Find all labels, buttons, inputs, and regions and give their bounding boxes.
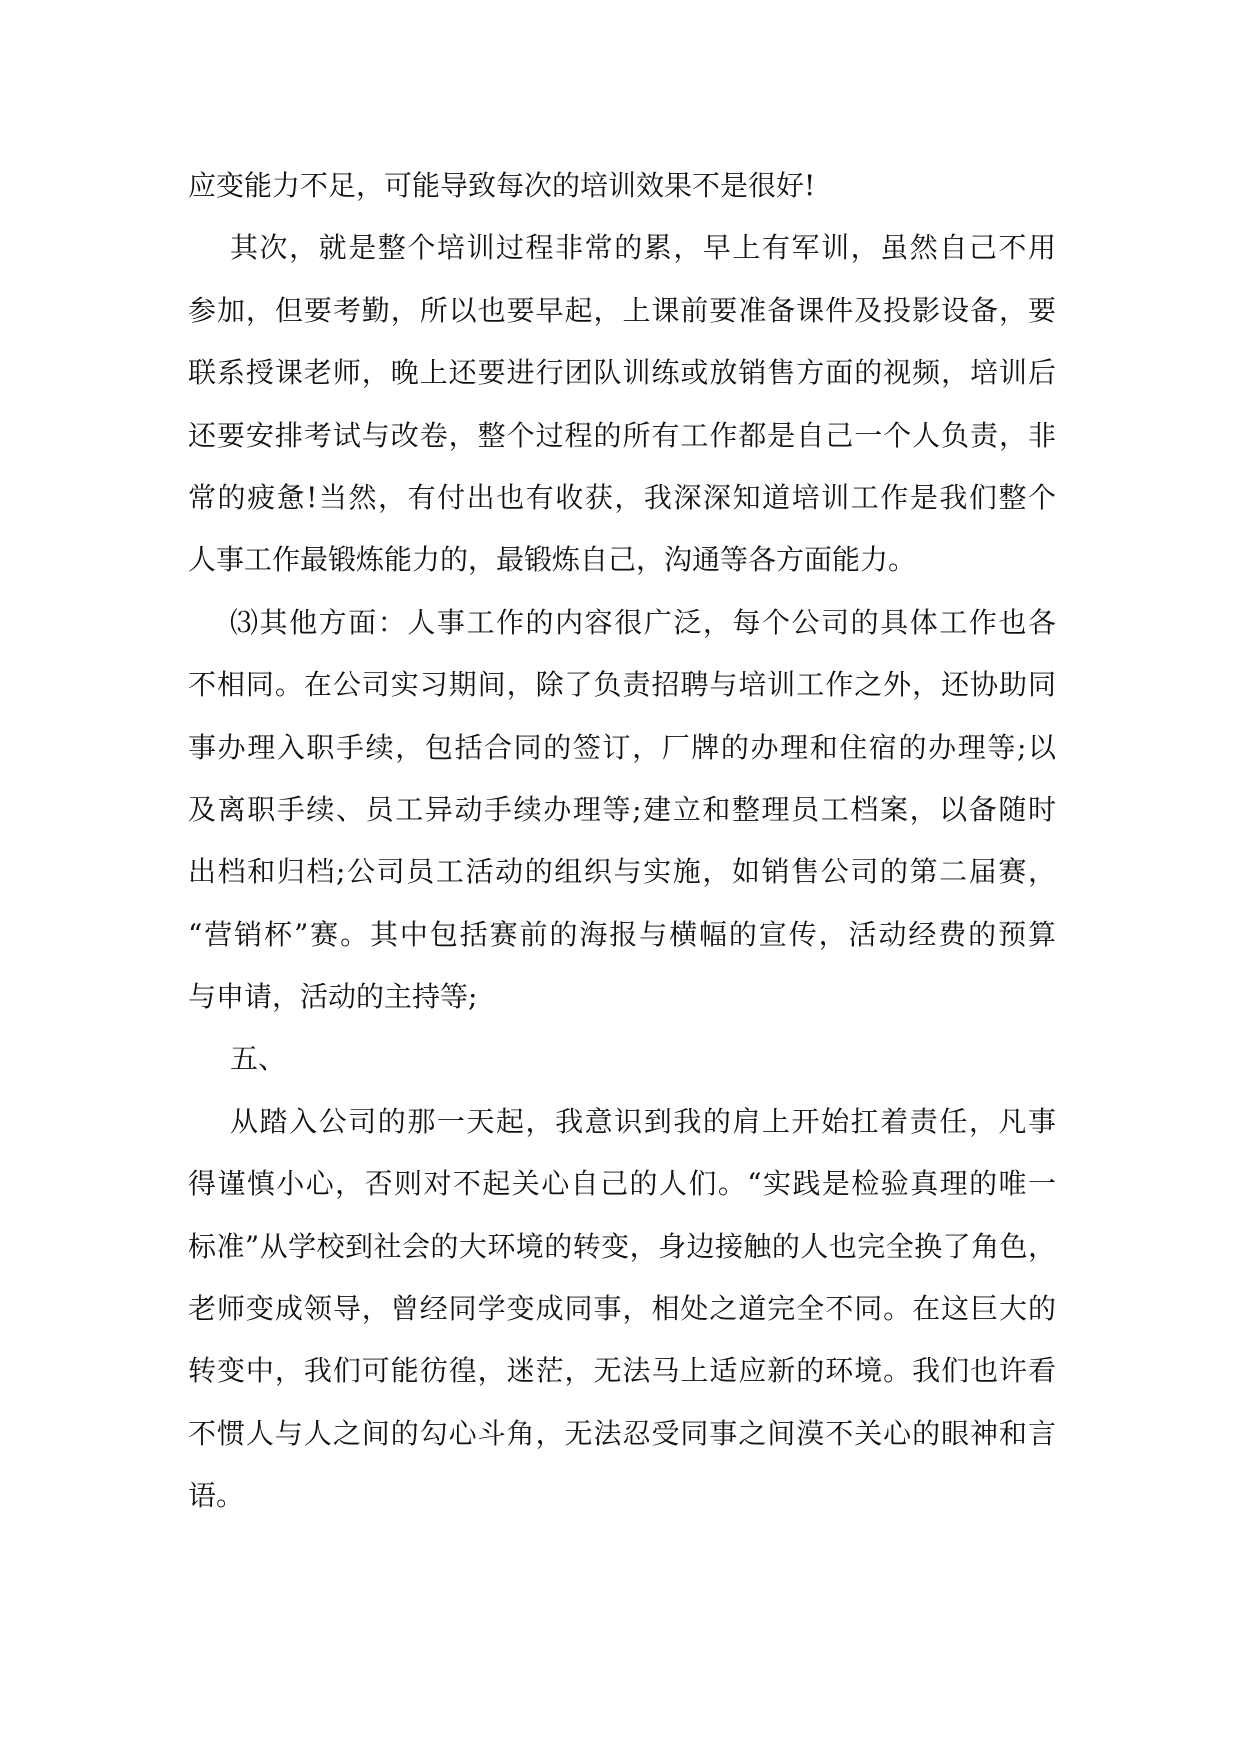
text-line: 参加，但要考勤，所以也要早起，上课前要准备课件及投影设备，要	[188, 293, 1056, 327]
text-line: 还要安排考试与改卷，整个过程的所有工作都是自己一个人负责，非	[188, 418, 1056, 452]
text-line: 常的疲惫!当然，有付出也有收获，我深深知道培训工作是我们整个	[188, 480, 1056, 514]
text-line: 出档和归档;公司员工活动的组织与实施，如销售公司的第二届赛，	[188, 855, 1056, 889]
text-line: 不惯人与人之间的勾心斗角，无法忍受同事之间漠不关心的眼神和言	[188, 1416, 1056, 1450]
text-line: 及离职手续、员工异动手续办理等;建立和整理员工档案，以备随时	[188, 792, 1056, 826]
text-line: 应变能力不足，可能导致每次的培训效果不是很好!	[188, 169, 816, 202]
text-line: 标准”从学校到社会的大环境的转变，身边接触的人也完全换了角色，	[188, 1229, 1056, 1263]
document-body	[188, 155, 1056, 1528]
text-line: 事办理入职手续，包括合同的签订，厂牌的办理和住宿的办理等;以	[188, 730, 1056, 764]
paragraph-first-line: ⑶其他方面：人事工作的内容很广泛，每个公司的具体工作也各	[230, 605, 1056, 639]
paragraph-first-line: 其次，就是整个培训过程非常的累，早上有军训，虽然自己不用	[230, 231, 1056, 265]
text-line: 与申请，活动的主持等;	[188, 980, 478, 1014]
text-line: 不相同。在公司实习期间，除了负责招聘与培训工作之外，还协助同	[188, 668, 1056, 702]
text-line: 联系授课老师，晚上还要进行团队训练或放销售方面的视频，培训后	[188, 356, 1056, 390]
text-line: 老师变成领导，曾经同学变成同事，相处之道完全不同。在这巨大的	[188, 1292, 1056, 1326]
paragraph-first-line: 从踏入公司的那一天起，我意识到我的肩上开始扛着责任，凡事	[230, 1104, 1056, 1138]
text-line: 人事工作最锻炼能力的，最锻炼自己，沟通等各方面能力。	[188, 543, 917, 577]
text-line: “营销杯”赛。其中包括赛前的海报与横幅的宣传，活动经费的预算	[188, 917, 1056, 951]
text-line: 语。	[188, 1479, 245, 1513]
section-heading: 五、	[230, 1042, 287, 1076]
text-line: 得谨慎小心，否则对不起关心自己的人们。“实践是检验真理的唯一	[188, 1167, 1056, 1201]
text-line: 转变中，我们可能彷徨，迷茫，无法马上适应新的环境。我们也许看	[188, 1354, 1056, 1388]
